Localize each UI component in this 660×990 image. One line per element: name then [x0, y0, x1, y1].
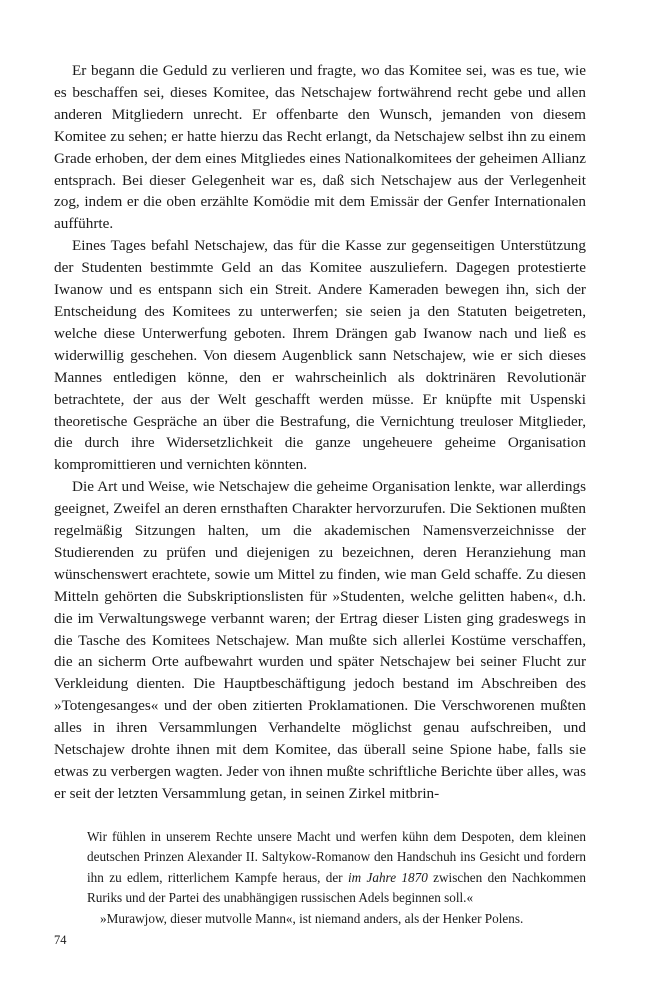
footnote-text-start: Wir fühlen in unserem Rechte unsere Macht und werfen kühn dem Despoten, dem kleinen deutschen Prinzen Alexander II. Saltykow-Romanow den Handschuh ins Gesicht und fordern ihn zu edlem, ritterlichem Kampfe heraus, der: [87, 828, 586, 885]
footnote-murawjow-line: »Murawjow, dieser mutvolle Mann«, ist niemand anders, als der Henker Polens.: [100, 910, 524, 926]
paragraph-2: Eines Tages befahl Netschajew, das für die Kasse zur gegenseitigen Unterstützung der Studenten bestimmte Geld an das Komitee auszuliefern. Dagegen protestierte Iwanow und es entspann sich ein Streit. Andere Kameraden bewegen ihn, sich der Entscheidung des Komitees zu unterwerfen; sie seien ja den Statuten beigetreten, welche diese Unterwerfung geboten. Ihrem Drängen gab Iwanow nach und ließ es widerwillig geschehen. Von diesem Augenblick sann Netschajew, wie er sich dieses Mannes entledigen könne, den er wahrscheinlich als doktrinären Revolutionär betrachtete, der aus der Welt geschafft werden müsse. Er knüpfte mit Uspenski theoretische Gespräche an über die Bestrafung, die Vernichtung treuloser Mitglieder, die durch ihre Widersetzlichkeit die ganze ungeheuere geheime Organisation kompromittieren und vernichten könnten.: [54, 237, 586, 474]
main-text: [54, 60, 586, 805]
book-page: [54, 60, 586, 929]
paragraph-3: Die Art und Weise, wie Netschajew die geheime Organisation lenkte, war allerdings geeignet, Zweifel an deren ernsthaften Charakter hervorzurufen. Die Sektionen mußten regelmäßig Sitzungen halten, um die akademischen Namensverzeichnisse der Studierenden zu prüfen und diejenigen zu bezeichnen, deren Heranziehung man wünschenswert erachtete, sowie um Mittel zu finden, wie man Geld schaffe. Zu diesen Mitteln gehörten die Subskriptionslisten für »Studenten, welche gelitten haben«, d.h. die im Verwaltungswege verbannt waren; der Ertrag dieser Listen ging gradeswegs in die Tasche des Komitees Netschajew. Man mußte sich allerlei Kostüme verschaffen, die an sicherm Orte aufbewahrt wurden und später Netschajew bei seiner Flucht zur Verkleidung dienten. Die Hauptbeschäftigung jedoch bestand im Abschreiben des »Totengesanges« und der oben zitierten Proklamationen. Die Verschworenen mußten alles in ihren Versammlungen Verhandelte möglichst genau aufschreiben, und Netschajew drohte ihnen mit dem Komitee, das überall seine Spione habe, falls sie etwas zu verbergen wagten. Jeder von ihnen mußte schriftliche Berichte über alles, was er seit der letzten Versammlung getan, in seinen Zirkel mitbrin-: [54, 478, 586, 802]
page-number: 74: [54, 933, 67, 947]
footnote-paragraph: [87, 827, 586, 909]
footnote-italic-date: im Jahre 1870: [347, 869, 428, 885]
paragraph-1: Er begann die Geduld zu verlieren und fragte, wo das Komitee sei, was es tue, wie es beschaffen sei, dieses Komitee, das Netschajew fortwährend recht gebe und allen anderen Mitgliedern unrecht. Er offenbarte den Wunsch, jemanden von diesem Komitee zu sehen; er hatte hierzu das Recht erlangt, da Netschajew selbst ihn zu einem Grade erhoben, der dem eines Mitgliedes eines Nationalkomitees der geheimen Allianz entsprach. Bei dieser Gelegenheit war es, daß sich Netschajew aus der Verlegenheit zog, indem er die oben erzählte Komödie mit dem Emissär der Genfer Internationalen aufführte.: [54, 62, 586, 233]
footnote-text-end: zwischen den Nachkommen Ruriks und der Partei des unabhängigen russischen Adels beginnen soll.«: [87, 869, 586, 906]
footnote-block: [54, 827, 586, 930]
